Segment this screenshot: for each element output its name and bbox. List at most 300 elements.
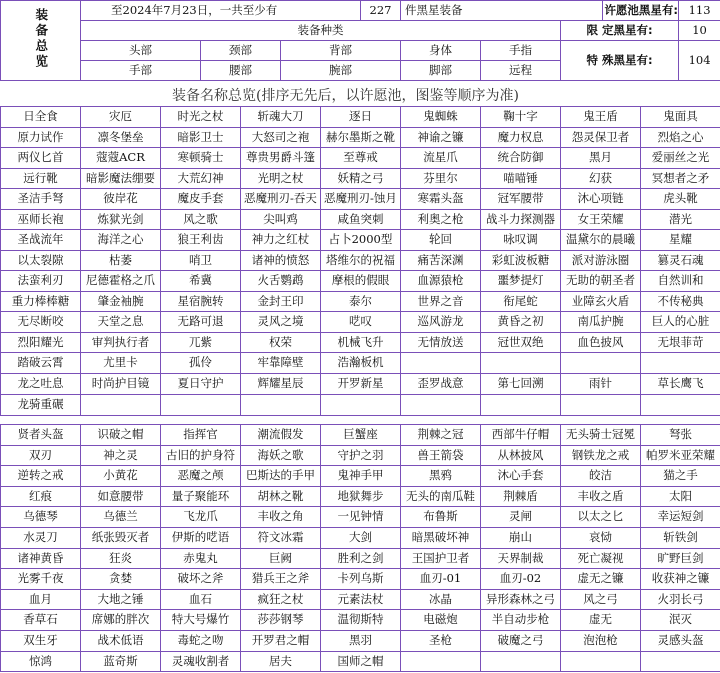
category-cell[interactable] — [201, 41, 281, 61]
item-name: 赫尔墨斯之靴 — [326, 129, 395, 144]
item-cell[interactable] — [241, 548, 321, 569]
item-cell[interactable] — [241, 395, 321, 416]
item-cell[interactable] — [561, 168, 641, 189]
item-cell[interactable] — [481, 589, 561, 610]
item-cell[interactable] — [321, 291, 401, 312]
item-cell[interactable] — [81, 569, 161, 590]
item-cell[interactable] — [81, 291, 161, 312]
item-cell[interactable] — [1, 312, 81, 333]
item-name: 元素法杖 — [337, 591, 384, 606]
item-cell[interactable] — [561, 332, 641, 353]
item-cell[interactable] — [241, 312, 321, 333]
item-cell[interactable] — [1, 486, 81, 507]
special-stat-label-cell[interactable] — [561, 41, 679, 81]
item-cell[interactable] — [401, 507, 481, 528]
item-name: 尊贵男爵斗篷 — [246, 150, 315, 164]
item-cell[interactable] — [321, 527, 401, 548]
item-cell[interactable] — [161, 168, 241, 189]
item-name: 喵喵锤 — [503, 170, 538, 185]
item-name: 烈阳耀光 — [17, 334, 64, 349]
item-cell[interactable] — [481, 312, 561, 333]
item-cell[interactable] — [321, 486, 401, 507]
item-cell[interactable] — [81, 610, 161, 631]
item-cell[interactable] — [321, 569, 401, 590]
special-stat-value: 104 — [688, 52, 711, 67]
item-cell[interactable] — [641, 189, 720, 210]
item-name: 虚无之镰 — [577, 571, 624, 586]
item-cell[interactable] — [401, 332, 481, 353]
item-cell[interactable] — [481, 353, 561, 374]
item-cell[interactable] — [241, 466, 321, 487]
item-cell[interactable] — [401, 589, 481, 610]
item-cell[interactable] — [161, 589, 241, 610]
item-cell[interactable] — [641, 209, 720, 230]
item-cell[interactable] — [561, 291, 641, 312]
item-cell[interactable] — [481, 527, 561, 548]
item-name: 双刃 — [29, 447, 52, 462]
item-cell[interactable] — [81, 527, 161, 548]
item-cell[interactable] — [641, 569, 720, 590]
item-cell[interactable] — [241, 486, 321, 507]
overview-label: 装备总览 — [33, 8, 49, 71]
item-cell[interactable] — [321, 395, 401, 416]
item-cell[interactable] — [321, 610, 401, 631]
item-cell[interactable] — [401, 312, 481, 333]
category-cell[interactable] — [401, 61, 481, 81]
item-cell[interactable] — [561, 230, 641, 251]
item-cell[interactable] — [641, 250, 720, 271]
item-cell[interactable] — [561, 209, 641, 230]
item-name: 歪罗战意 — [417, 376, 464, 391]
item-name: 灵感头盔 — [657, 632, 704, 647]
item-cell[interactable] — [81, 486, 161, 507]
category-label: 身体 — [429, 42, 453, 57]
item-cell[interactable] — [1, 569, 81, 590]
item-name: 南瓜护腕 — [577, 314, 624, 328]
item-cell[interactable] — [241, 271, 321, 292]
item-cell[interactable] — [481, 332, 561, 353]
table-row — [1, 230, 720, 251]
category-cell[interactable] — [81, 41, 201, 61]
item-cell[interactable] — [161, 425, 241, 446]
item-cell[interactable] — [641, 312, 720, 333]
item-cell[interactable] — [481, 486, 561, 507]
item-cell[interactable] — [401, 569, 481, 590]
item-cell[interactable] — [561, 527, 641, 548]
item-cell[interactable] — [81, 271, 161, 292]
item-cell[interactable] — [161, 332, 241, 353]
item-cell[interactable] — [81, 209, 161, 230]
item-cell[interactable] — [481, 148, 561, 169]
item-cell[interactable] — [321, 651, 401, 672]
item-cell[interactable] — [481, 507, 561, 528]
item-name: 兀紫 — [189, 334, 212, 349]
item-cell[interactable] — [1, 507, 81, 528]
item-cell[interactable] — [481, 107, 561, 128]
item-cell[interactable] — [241, 168, 321, 189]
item-cell[interactable] — [241, 291, 321, 312]
item-cell[interactable] — [161, 466, 241, 487]
item-cell[interactable] — [161, 189, 241, 210]
item-cell[interactable] — [1, 271, 81, 292]
item-cell[interactable] — [321, 148, 401, 169]
item-cell[interactable] — [81, 425, 161, 446]
item-cell[interactable] — [641, 507, 720, 528]
item-cell[interactable] — [641, 589, 720, 610]
item-cell[interactable] — [321, 445, 401, 466]
category-cell[interactable] — [81, 61, 201, 81]
item-cell[interactable] — [321, 374, 401, 395]
item-cell[interactable] — [481, 209, 561, 230]
item-cell[interactable] — [1, 189, 81, 210]
item-name: 破魔之弓 — [497, 632, 544, 647]
category-cell[interactable] — [481, 41, 561, 61]
item-cell[interactable] — [321, 353, 401, 374]
item-cell[interactable] — [81, 230, 161, 251]
item-cell[interactable] — [1, 630, 81, 651]
overview-label-cell[interactable] — [1, 1, 81, 81]
item-cell[interactable] — [1, 353, 81, 374]
item-cell[interactable] — [641, 291, 720, 312]
item-cell[interactable] — [321, 312, 401, 333]
item-name: 无助的朝圣者 — [566, 273, 635, 287]
item-cell[interactable] — [401, 395, 481, 416]
item-cell[interactable] — [641, 445, 720, 466]
item-cell[interactable] — [1, 107, 81, 128]
item-cell[interactable] — [481, 548, 561, 569]
item-cell[interactable] — [401, 291, 481, 312]
item-cell[interactable] — [641, 651, 720, 672]
item-cell[interactable] — [161, 312, 241, 333]
item-cell[interactable] — [321, 548, 401, 569]
item-cell[interactable] — [401, 353, 481, 374]
item-cell[interactable] — [1, 291, 81, 312]
item-cell[interactable] — [161, 395, 241, 416]
item-name: 烈焰之心 — [657, 129, 704, 144]
item-cell[interactable] — [401, 209, 481, 230]
item-cell[interactable] — [481, 610, 561, 631]
item-cell[interactable] — [641, 353, 720, 374]
limited-stat-label-cell[interactable] — [561, 21, 679, 41]
item-cell[interactable] — [641, 425, 720, 446]
item-cell[interactable] — [481, 127, 561, 148]
item-cell[interactable] — [81, 332, 161, 353]
item-cell[interactable] — [161, 445, 241, 466]
item-cell[interactable] — [241, 445, 321, 466]
item-cell[interactable] — [81, 312, 161, 333]
item-cell[interactable] — [481, 271, 561, 292]
item-cell[interactable] — [1, 250, 81, 271]
item-cell[interactable] — [161, 374, 241, 395]
special-stat-value-cell[interactable] — [679, 41, 720, 81]
item-cell[interactable] — [321, 425, 401, 446]
item-name: 弩张 — [669, 427, 692, 442]
item-cell[interactable] — [241, 374, 321, 395]
item-cell[interactable] — [481, 168, 561, 189]
item-name: 利奥之枪 — [417, 211, 464, 226]
item-cell[interactable] — [641, 271, 720, 292]
item-cell[interactable] — [401, 127, 481, 148]
item-cell[interactable] — [561, 466, 641, 487]
item-cell[interactable] — [481, 466, 561, 487]
item-cell[interactable] — [561, 425, 641, 446]
item-cell[interactable] — [1, 610, 81, 631]
item-cell[interactable] — [81, 107, 161, 128]
item-cell[interactable] — [561, 189, 641, 210]
item-cell[interactable] — [481, 395, 561, 416]
item-cell[interactable] — [641, 230, 720, 251]
item-cell[interactable] — [241, 569, 321, 590]
item-cell[interactable] — [321, 250, 401, 271]
item-cell[interactable] — [81, 250, 161, 271]
item-cell[interactable] — [481, 651, 561, 672]
item-cell[interactable] — [321, 630, 401, 651]
item-cell[interactable] — [561, 610, 641, 631]
item-cell[interactable] — [1, 527, 81, 548]
category-cell[interactable] — [201, 61, 281, 81]
item-cell[interactable] — [481, 445, 561, 466]
item-cell[interactable] — [561, 374, 641, 395]
item-cell[interactable] — [561, 353, 641, 374]
item-cell[interactable] — [161, 209, 241, 230]
item-cell[interactable] — [81, 395, 161, 416]
item-cell[interactable] — [81, 127, 161, 148]
item-cell[interactable] — [321, 507, 401, 528]
item-cell[interactable] — [401, 189, 481, 210]
item-cell[interactable] — [321, 466, 401, 487]
item-cell[interactable] — [161, 548, 241, 569]
item-cell[interactable] — [321, 107, 401, 128]
item-name: 炼狱光剑 — [97, 211, 144, 226]
item-cell[interactable] — [81, 630, 161, 651]
item-cell[interactable] — [241, 630, 321, 651]
item-cell[interactable] — [561, 107, 641, 128]
item-cell[interactable] — [481, 569, 561, 590]
item-cell[interactable] — [81, 189, 161, 210]
item-cell[interactable] — [1, 209, 81, 230]
item-cell[interactable] — [321, 589, 401, 610]
item-cell[interactable] — [561, 569, 641, 590]
item-cell[interactable] — [1, 651, 81, 672]
item-cell[interactable] — [641, 107, 720, 128]
item-cell[interactable] — [481, 291, 561, 312]
item-name: 如意腰带 — [97, 488, 144, 503]
item-cell[interactable] — [161, 486, 241, 507]
item-cell[interactable] — [481, 230, 561, 251]
item-cell[interactable] — [401, 168, 481, 189]
wish-stat-label-cell[interactable] — [603, 1, 679, 21]
item-cell[interactable] — [561, 507, 641, 528]
item-name: 胜利之剑 — [337, 550, 384, 565]
item-cell[interactable] — [161, 230, 241, 251]
item-cell[interactable] — [401, 148, 481, 169]
item-name: 疯狂之杖 — [257, 591, 304, 606]
category-cell[interactable] — [401, 41, 481, 61]
item-name: 世界之音 — [417, 293, 464, 308]
item-cell[interactable] — [401, 486, 481, 507]
item-cell[interactable] — [401, 466, 481, 487]
item-cell[interactable] — [241, 425, 321, 446]
item-cell[interactable] — [241, 353, 321, 374]
item-cell[interactable] — [641, 148, 720, 169]
item-cell[interactable] — [1, 332, 81, 353]
item-cell[interactable] — [81, 148, 161, 169]
item-cell[interactable] — [81, 507, 161, 528]
item-cell[interactable] — [321, 168, 401, 189]
item-cell[interactable] — [161, 507, 241, 528]
total-count-cell[interactable] — [361, 1, 401, 21]
item-cell[interactable] — [161, 127, 241, 148]
item-cell[interactable] — [641, 527, 720, 548]
item-cell[interactable] — [401, 230, 481, 251]
item-cell[interactable] — [641, 395, 720, 416]
wish-pool-table — [0, 106, 720, 374]
item-cell[interactable] — [81, 168, 161, 189]
item-cell[interactable] — [561, 127, 641, 148]
item-cell[interactable] — [561, 651, 641, 672]
item-cell[interactable] — [401, 445, 481, 466]
item-cell[interactable] — [401, 610, 481, 631]
category-cell[interactable] — [281, 41, 401, 61]
item-cell[interactable] — [241, 127, 321, 148]
summary-suffix-cell[interactable] — [401, 1, 603, 21]
item-cell[interactable] — [401, 374, 481, 395]
item-cell[interactable] — [481, 250, 561, 271]
item-cell[interactable] — [1, 374, 81, 395]
summary-text-cell[interactable] — [81, 1, 361, 21]
item-cell[interactable] — [1, 589, 81, 610]
item-cell[interactable] — [241, 209, 321, 230]
item-cell[interactable] — [241, 107, 321, 128]
item-cell[interactable] — [241, 527, 321, 548]
item-cell[interactable] — [241, 610, 321, 631]
item-cell[interactable] — [241, 332, 321, 353]
item-cell[interactable] — [561, 395, 641, 416]
item-cell[interactable] — [401, 548, 481, 569]
category-cell[interactable] — [481, 61, 561, 81]
item-cell[interactable] — [641, 486, 720, 507]
item-cell[interactable] — [81, 466, 161, 487]
item-cell[interactable] — [161, 527, 241, 548]
item-cell[interactable] — [401, 271, 481, 292]
item-cell[interactable] — [321, 209, 401, 230]
item-cell[interactable] — [161, 353, 241, 374]
item-cell[interactable] — [241, 230, 321, 251]
item-cell[interactable] — [1, 425, 81, 446]
item-cell[interactable] — [1, 395, 81, 416]
item-cell[interactable] — [481, 374, 561, 395]
item-cell[interactable] — [161, 250, 241, 271]
item-cell[interactable] — [241, 589, 321, 610]
item-cell[interactable] — [481, 425, 561, 446]
item-cell[interactable] — [241, 189, 321, 210]
item-name: 潮流假发 — [257, 427, 304, 442]
item-cell[interactable] — [401, 527, 481, 548]
item-cell[interactable] — [81, 445, 161, 466]
item-cell[interactable] — [561, 630, 641, 651]
item-cell[interactable] — [161, 271, 241, 292]
item-cell[interactable] — [561, 589, 641, 610]
item-name: 狂炎 — [109, 550, 132, 565]
item-name: 惊鸿 — [29, 653, 52, 668]
item-cell[interactable] — [641, 466, 720, 487]
item-cell[interactable] — [1, 148, 81, 169]
item-cell[interactable] — [641, 630, 720, 651]
item-cell[interactable] — [1, 230, 81, 251]
item-cell[interactable] — [161, 569, 241, 590]
item-cell[interactable] — [161, 107, 241, 128]
item-cell[interactable] — [81, 651, 161, 672]
limited-stat-value-cell[interactable] — [679, 21, 720, 41]
item-cell[interactable] — [561, 445, 641, 466]
item-cell[interactable] — [1, 168, 81, 189]
item-cell[interactable] — [641, 548, 720, 569]
item-name: 西部牛仔帽 — [491, 427, 550, 442]
item-cell[interactable] — [1, 127, 81, 148]
table-row — [1, 107, 720, 128]
item-cell[interactable] — [641, 168, 720, 189]
item-cell[interactable] — [321, 189, 401, 210]
item-cell[interactable] — [161, 651, 241, 672]
item-cell[interactable] — [161, 148, 241, 169]
category-cell[interactable] — [281, 61, 401, 81]
item-cell[interactable] — [481, 630, 561, 651]
item-cell[interactable] — [401, 651, 481, 672]
item-name: 暗黑破坏神 — [411, 530, 470, 545]
item-cell[interactable] — [401, 107, 481, 128]
item-cell[interactable] — [561, 271, 641, 292]
item-cell[interactable] — [561, 548, 641, 569]
item-cell[interactable] — [561, 312, 641, 333]
item-cell[interactable] — [641, 332, 720, 353]
item-cell[interactable] — [401, 425, 481, 446]
item-cell[interactable] — [641, 127, 720, 148]
item-cell[interactable] — [561, 148, 641, 169]
item-cell[interactable] — [401, 250, 481, 271]
item-cell[interactable] — [561, 486, 641, 507]
item-cell[interactable] — [241, 651, 321, 672]
item-cell[interactable] — [81, 353, 161, 374]
item-cell[interactable] — [241, 507, 321, 528]
item-cell[interactable] — [1, 445, 81, 466]
item-cell[interactable] — [81, 589, 161, 610]
item-cell[interactable] — [561, 250, 641, 271]
item-cell[interactable] — [641, 610, 720, 631]
item-cell[interactable] — [1, 466, 81, 487]
item-cell[interactable] — [321, 271, 401, 292]
item-cell[interactable] — [321, 332, 401, 353]
item-cell[interactable] — [161, 610, 241, 631]
item-name: 席娜的胖次 — [91, 612, 150, 627]
item-name: 灵魂收割者 — [171, 653, 230, 668]
item-cell[interactable] — [401, 630, 481, 651]
item-cell[interactable] — [81, 374, 161, 395]
item-cell[interactable] — [161, 630, 241, 651]
item-cell[interactable] — [1, 548, 81, 569]
item-cell[interactable] — [481, 189, 561, 210]
item-cell[interactable] — [241, 250, 321, 271]
wish-stat-value-cell[interactable] — [679, 1, 720, 21]
item-cell[interactable] — [321, 127, 401, 148]
item-cell[interactable] — [81, 548, 161, 569]
item-cell[interactable] — [321, 230, 401, 251]
item-name: 赤鬼丸 — [183, 550, 218, 565]
item-cell[interactable] — [241, 148, 321, 169]
category-title-cell[interactable] — [81, 21, 561, 41]
item-cell[interactable] — [641, 374, 720, 395]
item-cell[interactable] — [161, 291, 241, 312]
item-name: 草长鹰飞 — [657, 376, 704, 391]
